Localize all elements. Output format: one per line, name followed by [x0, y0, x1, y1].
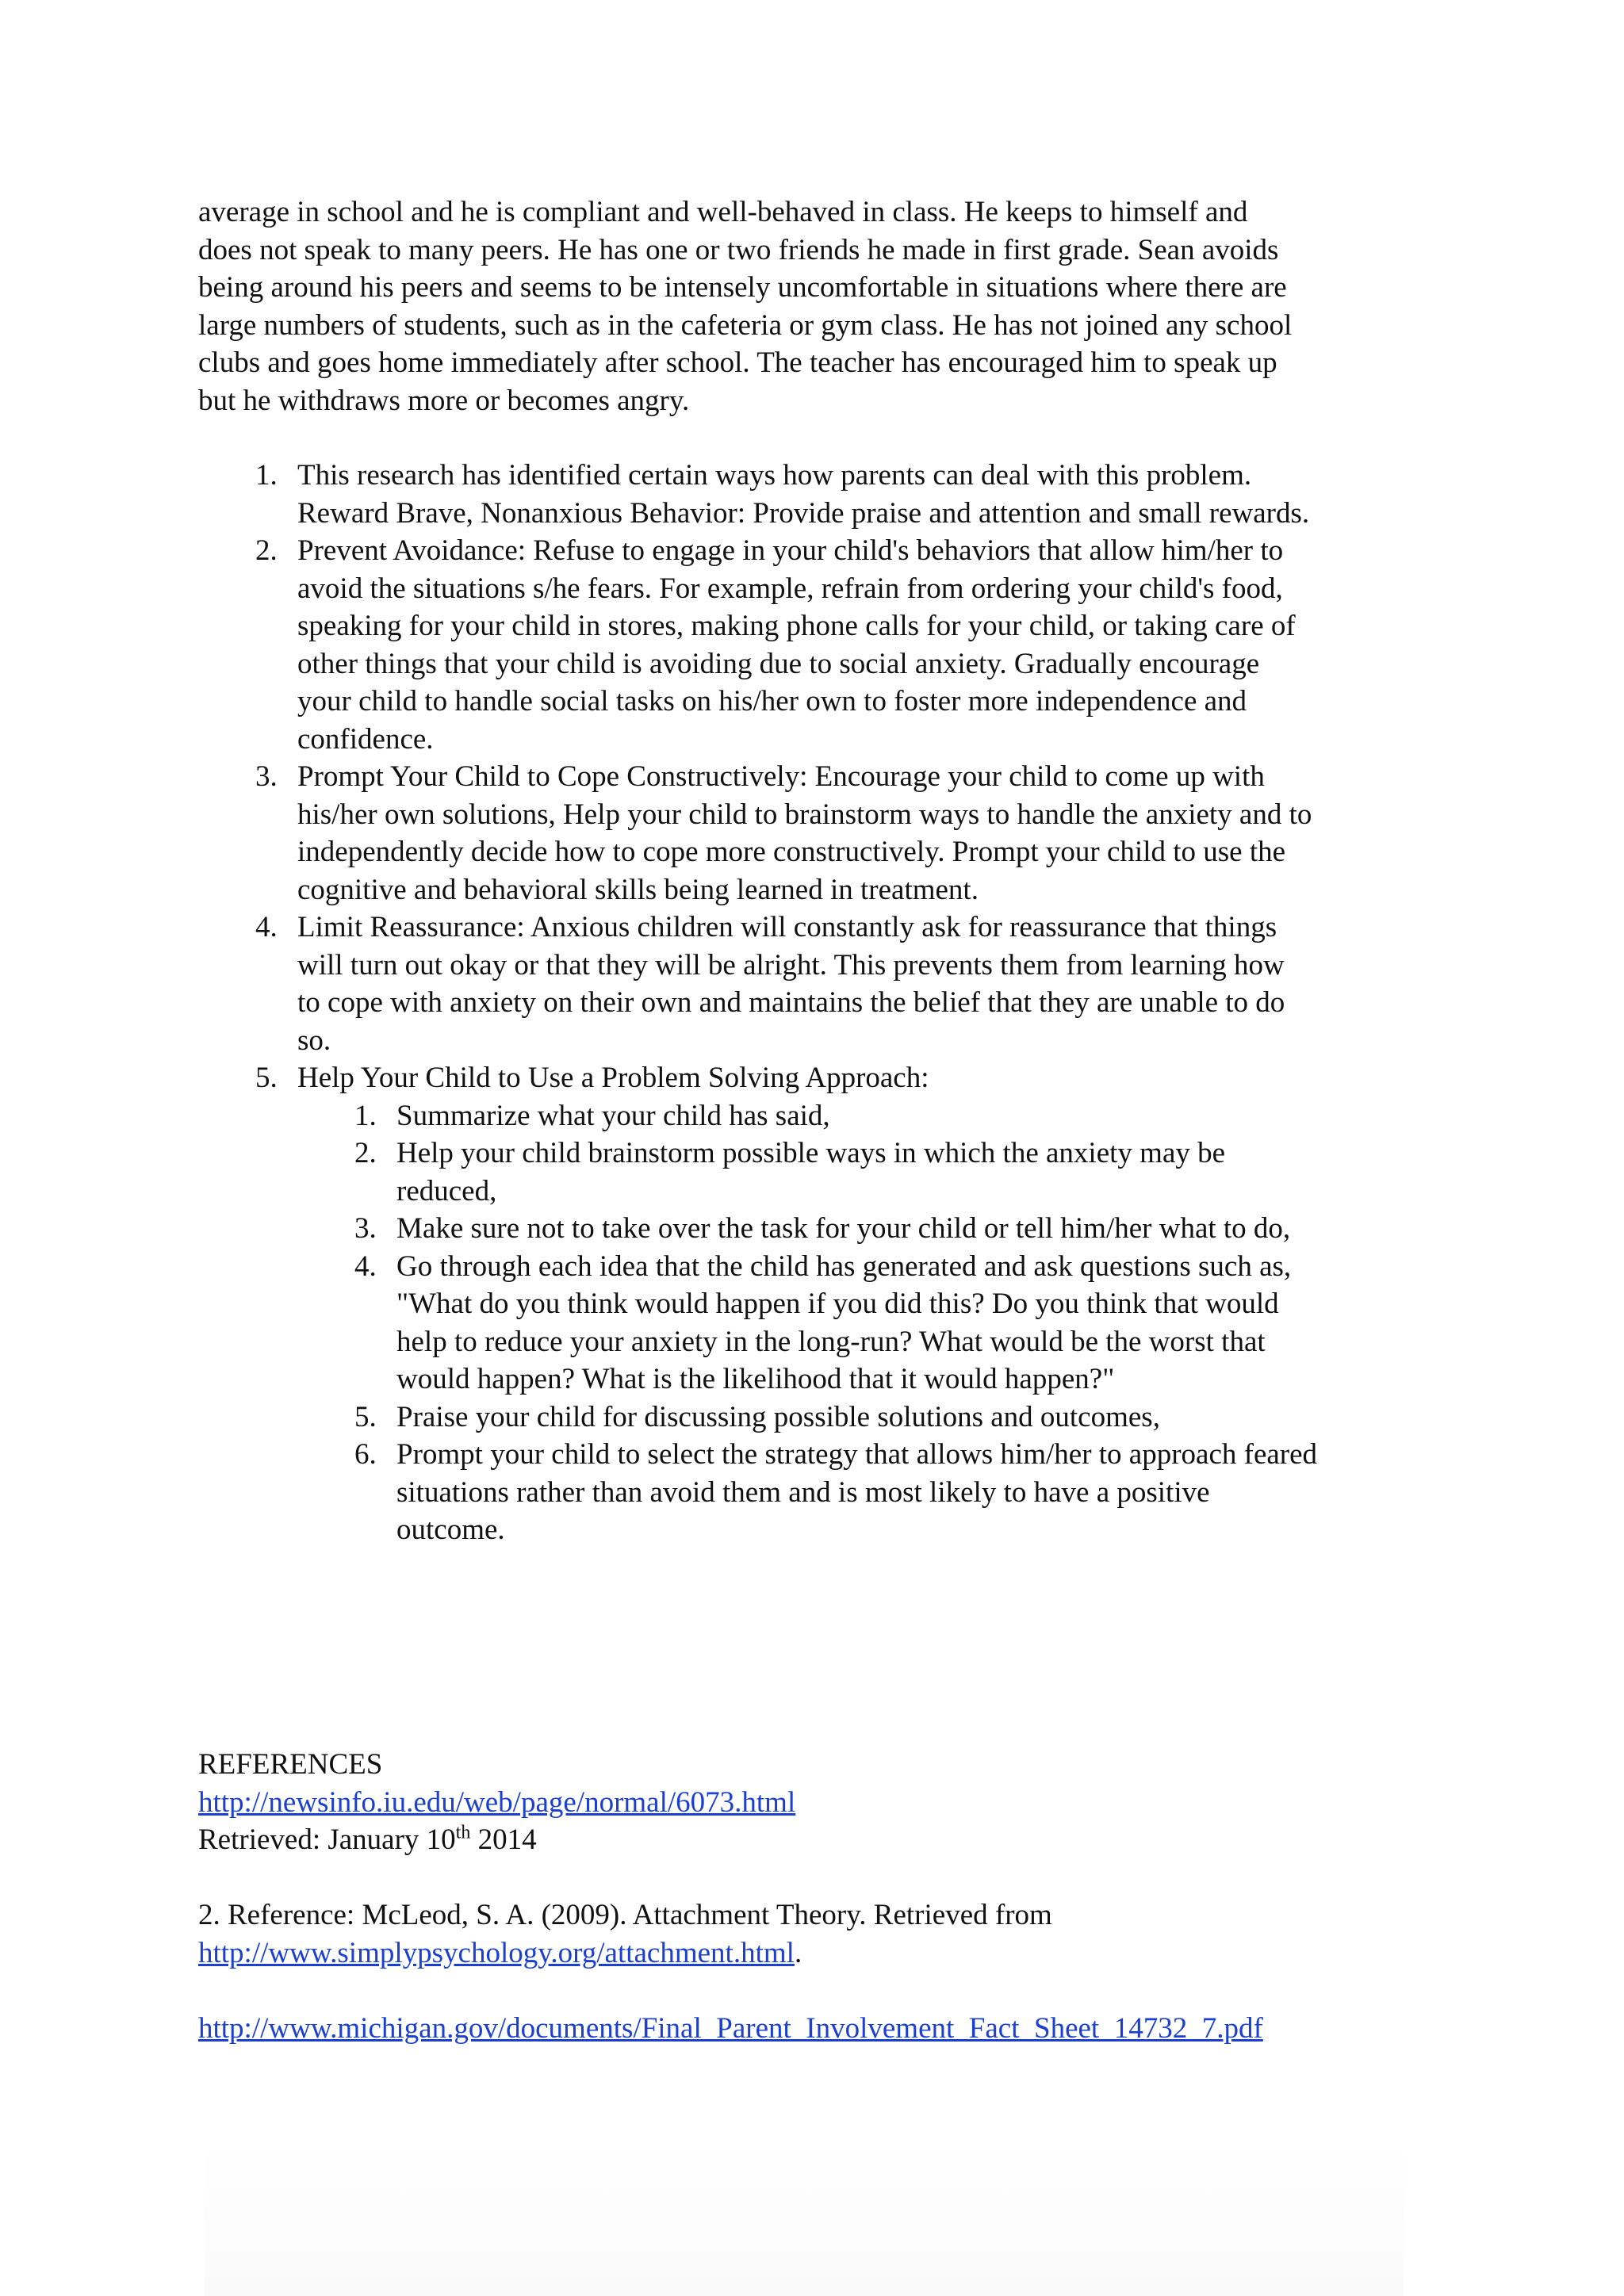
sub-list-item	[297, 1399, 1435, 1437]
list-item-number: 1.	[255, 459, 278, 492]
list-item-number: 3.	[255, 760, 278, 793]
list-item-number: 4.	[255, 911, 278, 943]
list-item-line: so.	[297, 1024, 331, 1057]
sub-list-item	[297, 1248, 1435, 1399]
page-bottom-shade	[205, 2141, 1404, 2296]
list-item-line: independently decide how to cope more constructively. Prompt your child to use the	[297, 836, 1286, 868]
list-item-number: 5.	[255, 1062, 278, 1094]
list-item-line: avoid the situations s/he fears. For example, refrain from ordering your child's food,	[297, 572, 1283, 605]
strategies-list	[198, 457, 1435, 1549]
sub-list-item-line: Prompt your child to select the strategy that allows him/her to approach feared	[396, 1438, 1318, 1471]
list-item	[198, 457, 1435, 532]
sub-list-item-line: Help your child brainstorm possible ways in which the anxiety may be	[396, 1137, 1226, 1169]
list-item-line: This research has identified certain ways how parents can deal with this problem.	[297, 459, 1252, 492]
retrieved-date	[198, 1821, 1435, 1859]
list-item-line: cognitive and behavioral skills being learned in treatment.	[297, 873, 979, 906]
list-item-line: to cope with anxiety on their own and maintains the belief that they are unable to do	[297, 986, 1285, 1019]
list-item-number: 2.	[255, 534, 278, 567]
sub-list-item	[297, 1436, 1435, 1549]
list-item	[198, 909, 1435, 1059]
list-item-line: other things that your child is avoiding due to social anxiety. Gradually encourage	[297, 647, 1260, 680]
problem-solving-steps-list	[297, 1097, 1435, 1549]
sub-list-item-line: situations rather than avoid them and is most likely to have a positive	[396, 1475, 1210, 1509]
paragraph-line: but he withdraws more or becomes angry.	[198, 384, 690, 417]
reference-1	[198, 1784, 1435, 1822]
list-item-line: Prevent Avoidance: Refuse to engage in your child's behaviors that allow him/her to	[297, 534, 1284, 567]
paragraph-line: being around his peers and seems to be intensely uncomfortable in situations where there are	[198, 271, 1287, 304]
list-item-line: Help Your Child to Use a Problem Solving Approach:	[297, 1062, 929, 1094]
list-item-line: confidence.	[297, 722, 434, 756]
sub-list-item-number: 1.	[354, 1099, 377, 1132]
sub-list-item-line: outcome.	[396, 1513, 505, 1546]
sub-list-item-line: reduced,	[396, 1174, 497, 1207]
sub-list-item	[297, 1135, 1435, 1210]
reference-2	[198, 1934, 1435, 1973]
reference-2-text: 2. Reference: McLeod, S. A. (2009). Attachment Theory. Retrieved from	[198, 1899, 1052, 1931]
spacer	[198, 1972, 1435, 2010]
references-section	[198, 1746, 1435, 2047]
reference-link-2[interactable]: http://www.simplypsychology.org/attachment.html	[198, 1936, 795, 1969]
list-item-line: Prompt Your Child to Cope Constructively: Encourage your child to come up with	[297, 760, 1265, 793]
sub-list-item-line: help to reduce your anxiety in the long-run? What would be the worst that	[396, 1325, 1266, 1358]
list-item-line: Reward Brave, Nonanxious Behavior: Provide praise and attention and small rewards.	[297, 496, 1310, 530]
intro-paragraph	[198, 193, 1435, 419]
list-item-line: will turn out okay or that they will be alright. This prevents them from learning how	[297, 948, 1285, 982]
list-item	[198, 758, 1435, 909]
paragraph-line: large numbers of students, such as in the cafeteria or gym class. He has not joined any school	[198, 308, 1293, 342]
sub-list-item	[297, 1210, 1435, 1248]
sub-list-item	[297, 1097, 1435, 1135]
sub-list-item-line: Summarize what your child has said,	[396, 1099, 830, 1132]
sub-list-item-line: would happen? What is the likelihood that it would happen?"	[396, 1363, 1115, 1395]
reference-link-3[interactable]: http://www.michigan.gov/documents/Final_Parent_Involvement_Fact_Sheet_14732_7.pdf	[198, 2011, 1263, 2045]
references-heading: REFERENCES	[198, 1748, 383, 1781]
reference-3	[198, 2010, 1435, 2048]
paragraph-line: does not speak to many peers. He has one or two friends he made in first grade. Sean avoids	[198, 233, 1279, 266]
paragraph-line: clubs and goes home immediately after school. The teacher has encouraged him to speak up	[198, 346, 1277, 379]
list-item-line: his/her own solutions, Help your child to brainstorm ways to handle the anxiety and to	[297, 798, 1312, 831]
sub-list-item-number: 4.	[354, 1249, 377, 1283]
sub-list-item-number: 2.	[354, 1137, 377, 1169]
sub-list-item-number: 3.	[354, 1212, 377, 1245]
sub-list-item-line: Make sure not to take over the task for your child or tell him/her what to do,	[396, 1212, 1291, 1245]
list-item	[198, 1059, 1435, 1549]
sub-list-item-line: Go through each idea that the child has generated and ask questions such as,	[396, 1249, 1292, 1283]
sub-list-item-number: 6.	[354, 1438, 377, 1471]
list-item-line: your child to handle social tasks on his/her own to foster more independence and	[297, 685, 1247, 718]
retrieved-superscript: th	[455, 1822, 471, 1843]
list-item-line: speaking for your child in stores, making phone calls for your child, or taking care of	[297, 610, 1296, 642]
sub-list-item-line: "What do you think would happen if you did this? Do you think that would	[396, 1288, 1279, 1320]
reference-2-period: .	[794, 1936, 802, 1969]
sub-list-item-number: 5.	[354, 1400, 377, 1433]
retrieved-year: 2014	[470, 1823, 537, 1856]
list-item	[198, 532, 1435, 758]
reference-link-1[interactable]: http://newsinfo.iu.edu/web/page/normal/6073.html	[198, 1785, 796, 1819]
paragraph-line: average in school and he is compliant and well-behaved in class. He keeps to himself and	[198, 196, 1248, 228]
spacer	[198, 1859, 1435, 1897]
retrieved-text: Retrieved: January 10	[198, 1823, 456, 1856]
document-body	[198, 193, 1435, 1549]
list-item-line: Limit Reassurance: Anxious children will constantly ask for reassurance that things	[297, 911, 1277, 943]
sub-list-item-line: Praise your child for discussing possible solutions and outcomes,	[396, 1400, 1160, 1433]
